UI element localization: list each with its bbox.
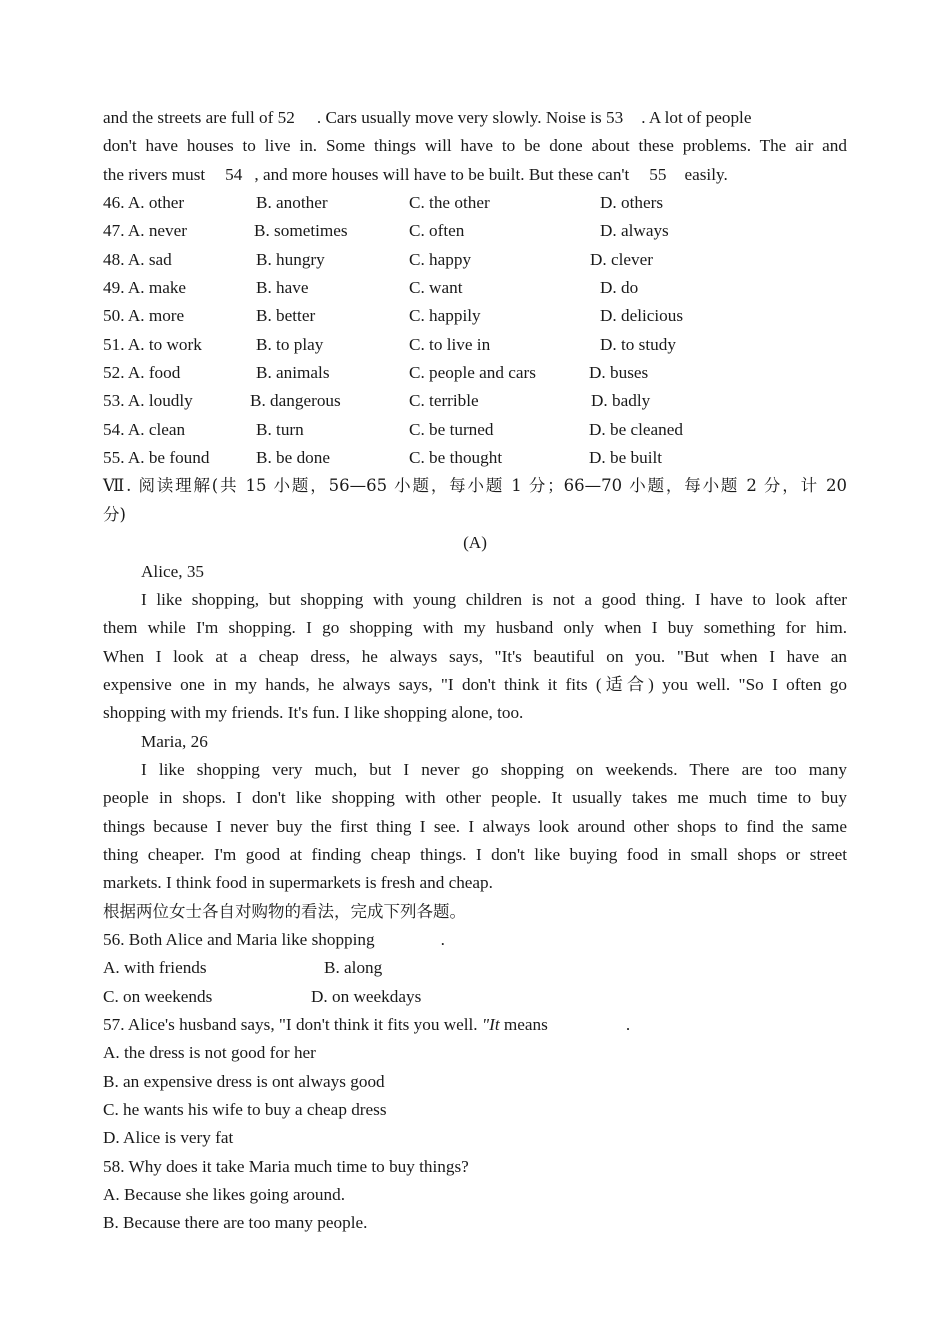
option-row	[103, 444, 847, 472]
instruction: 根据两位女士各自对购物的看法，完成下列各题。	[103, 901, 466, 921]
paragraph-line: things because I never buy the first thing I see. I always look around other shops to find the same	[103, 816, 847, 836]
passage-text: and the streets are full of 52	[103, 108, 295, 127]
option-row	[103, 416, 847, 444]
option-row	[103, 983, 847, 1011]
speaker-name: Maria, 26	[141, 731, 208, 751]
option-a: 54. A. clean	[103, 419, 186, 439]
option-a: 49. A. make	[103, 278, 187, 298]
option-b: B. be done	[256, 448, 330, 468]
question-end: .	[625, 1015, 631, 1034]
passage-line	[103, 161, 847, 189]
question-end: .	[440, 929, 445, 949]
paragraph-line: When I look at a cheap dress, he always says, "It's beautiful on you. "But when I have an	[103, 646, 847, 666]
option-b: B. sometimes	[254, 221, 348, 241]
option-row	[103, 189, 847, 217]
option-d: D. to study	[600, 334, 676, 354]
blank-number: 54	[225, 164, 243, 184]
option-c: C. the other	[409, 193, 490, 213]
option-row	[103, 359, 847, 387]
option-c: C. people and cars	[409, 363, 536, 383]
option-b: B. hungry	[256, 249, 325, 269]
paragraph-line: expensive one in my hands, he always says, "I don't think it fits (适合) you well. "So I often go	[103, 674, 847, 694]
passage-text: easily.	[684, 164, 728, 184]
option-d: D. be cleaned	[589, 419, 684, 439]
passage-line: don't have houses to live in. Some things will have to be done about these problems. The air and	[103, 136, 847, 156]
passage-text: . A lot of people	[641, 108, 752, 127]
option-b: B. animals	[256, 363, 330, 383]
question-56	[103, 926, 847, 954]
option-c: C. happy	[409, 249, 472, 269]
option-c: C. happily	[409, 306, 481, 326]
option-d: D. clever	[590, 249, 653, 269]
blank-number: 55	[649, 164, 667, 184]
option-c: C. be turned	[409, 419, 494, 439]
option-row	[103, 246, 847, 274]
option-a: 50. A. more	[103, 306, 185, 326]
option-d: D. buses	[589, 363, 649, 383]
question-stem: 57. Alice's husband says, "I don't think it fits you well.	[103, 1015, 478, 1034]
option-d: D. Alice is very fat	[103, 1128, 234, 1148]
option-b: B. along	[324, 958, 383, 978]
question-58: 58. Why does it take Maria much time to buy things?	[103, 1156, 469, 1176]
option-c: C. often	[409, 221, 465, 241]
option-row	[103, 217, 847, 245]
option-a: 46. A. other	[103, 193, 185, 213]
option-a: 53. A. loudly	[103, 391, 193, 411]
option-a: 47. A. never	[103, 221, 188, 241]
paragraph-line: people in shops. I don't like shopping with other people. It usually takes me much time to buy	[103, 788, 847, 808]
passage-text: the rivers must	[103, 164, 206, 184]
option-row	[103, 954, 847, 982]
question-57	[103, 1011, 847, 1039]
paragraph-line: I like shopping, but shopping with young children is not a good thing. I have to look after	[141, 589, 847, 609]
option-a: A. the dress is not good for her	[103, 1043, 316, 1063]
option-a: 48. A. sad	[103, 249, 172, 269]
option-c: C. want	[409, 278, 463, 298]
passage-text: . Cars usually move very slowly. Noise is 53	[316, 108, 624, 127]
passage-line	[103, 104, 847, 132]
option-b: B. dangerous	[250, 391, 341, 411]
option-a: 52. A. food	[103, 363, 181, 383]
question-stem: 56. Both Alice and Maria like shopping	[103, 929, 375, 949]
option-b: B. Because there are too many people.	[103, 1213, 368, 1233]
paragraph-line: thing cheaper. I'm good at finding cheap things. I don't like buying food in small shops or street	[103, 844, 847, 864]
option-d: D. others	[600, 193, 664, 213]
option-a: 55. A. be found	[103, 448, 210, 468]
option-b: B. another	[256, 193, 328, 213]
option-d: D. do	[600, 278, 639, 298]
option-d: D. be built	[589, 448, 663, 468]
option-c: C. terrible	[409, 391, 479, 411]
question-stem: means	[503, 1015, 548, 1034]
speaker-name: Alice, 35	[141, 561, 205, 581]
option-b: B. have	[256, 278, 309, 298]
passage-text: , and more houses will have to be built. But these can't	[254, 164, 630, 184]
option-d: D. delicious	[600, 306, 684, 326]
paragraph-line: markets. I think food in supermarkets is fresh and cheap.	[103, 873, 493, 893]
option-b: B. turn	[256, 419, 304, 439]
option-c: C. on weekends	[103, 986, 213, 1006]
option-c: C. be thought	[409, 448, 503, 468]
paragraph-line: I like shopping very much, but I never go shopping on weekends. There are too many	[141, 759, 847, 779]
option-b: B. better	[256, 306, 316, 326]
section-title-cont: 分)	[103, 504, 126, 524]
option-b: B. an expensive dress is ont always good	[103, 1071, 385, 1091]
option-row	[103, 387, 847, 415]
question-stem-italic: "It	[481, 1015, 500, 1034]
option-a: 51. A. to work	[103, 334, 202, 354]
option-row	[103, 331, 847, 359]
option-a: A. with friends	[103, 958, 207, 978]
paragraph-line: them while I'm shopping. I go shopping with my husband only when I buy something for him.	[103, 618, 847, 638]
option-c: C. he wants his wife to buy a cheap dress	[103, 1100, 387, 1120]
option-d: D. always	[600, 221, 669, 241]
part-label: (A)	[463, 533, 487, 553]
option-row	[103, 302, 847, 330]
option-d: D. on weekdays	[311, 986, 422, 1006]
option-b: B. to play	[256, 334, 324, 354]
worksheet-page	[103, 104, 847, 1238]
section-title: Ⅶ. 阅读理解(共 15 小题，56—65 小题，每小题 1 分；66—70 小题，每小题 2 分，计 20	[103, 476, 847, 496]
paragraph-line: shopping with my friends. It's fun. I like shopping alone, too.	[103, 703, 524, 723]
option-d: D. badly	[591, 391, 651, 411]
option-a: A. Because she likes going around.	[103, 1185, 346, 1205]
option-row	[103, 274, 847, 302]
option-c: C. to live in	[409, 334, 491, 354]
